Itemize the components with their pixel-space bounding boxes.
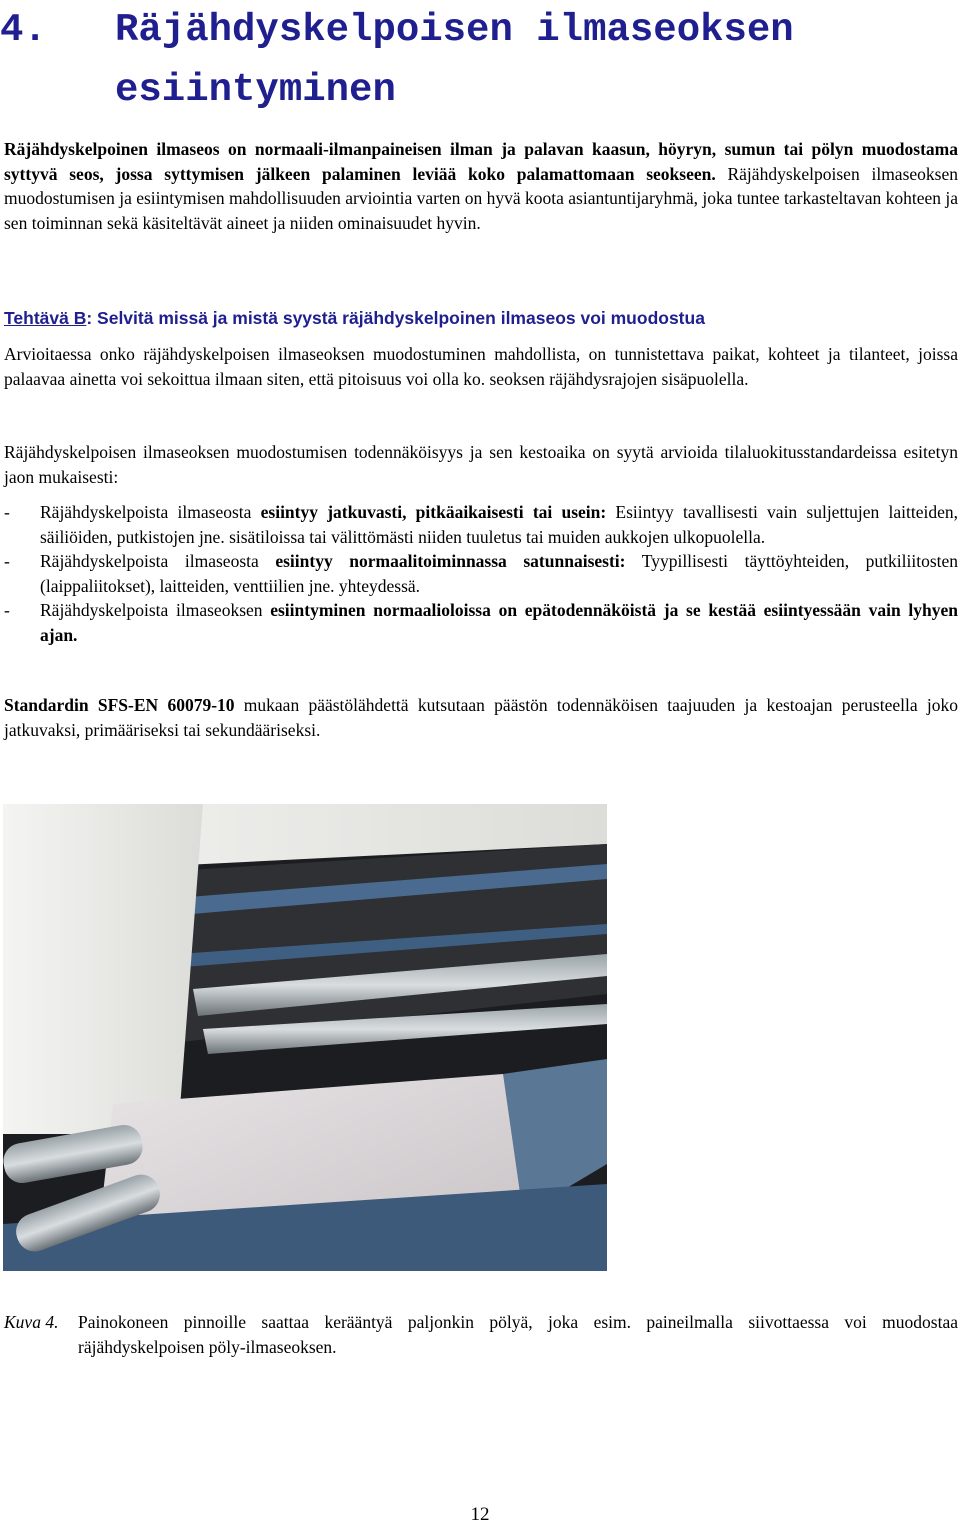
page-number: 12: [470, 1504, 490, 1525]
figure-caption: [4, 1310, 958, 1359]
definition-text: Räjähdyskelpoinen ilmaseos on normaali-ilmanpaineisen ilman ja palavan kaasun, höyryn, sumun tai pölyn muodostama syttyvä seos, jossa syttymisen jälkeen palaminen leviää koko palamattomaan seokseen.: [4, 139, 958, 184]
section-number: 4.: [0, 8, 47, 52]
list-item-text: Esiintyy tavallisesti vain suljettujen laitteiden, säiliöiden, putkistojen jne. sisätiloissa tai välittömästi niiden tuuletus tai muiden aukkojen ulkopuolella.: [40, 502, 959, 547]
standard-text: mukaan päästölähdettä kutsutaan päästön todennäköisen taajuuden ja kestoajan perusteella joko jatkuvaksi, primääriseksi tai sekundääriseksi.: [4, 695, 958, 740]
zone-list: [4, 500, 958, 647]
caption-label: Kuva 4.: [4, 1312, 59, 1332]
list-item-text: Räjähdyskelpoista ilmaseosta: [40, 551, 276, 571]
task-text: : Selvitä missä ja mistä syystä räjähdyskelpoinen ilmaseos voi muodostua: [86, 308, 705, 328]
intro-text: Räjähdyskelpoisen ilmaseoksen muodostumisen ja esiintymisen mahdollisuuden arviointia varten on hyvä koota asiantuntijaryhmä, joka tuntee tarkasteltavan kohteen ja sen toiminnan sekä käsiteltävät aineet ja niiden ominaisuudet hyvin.: [4, 163, 958, 233]
task-label: Tehtävä B: [4, 308, 87, 328]
task-heading: [4, 305, 958, 331]
list-item-emphasis: esiintyminen normaalioloissa on epätodennäköistä ja se kestää esiintyessään vain lyhyen ajan.: [40, 600, 958, 645]
printing-press-photo: [3, 804, 607, 1271]
standard-paragraph: [4, 693, 958, 742]
list-item-emphasis: esiintyy normaalitoiminnassa satunnaisesti:: [275, 551, 626, 571]
list-item: [4, 549, 958, 598]
list-item-text: Räjähdyskelpoista ilmaseoksen: [40, 600, 271, 620]
list-item: [4, 598, 958, 647]
list-item-text: Tyypillisesti täyttöyhteiden, putkiliitosten (laippaliitokset), laitteiden, venttiilien jne. yhteydessä.: [40, 551, 959, 596]
list-dash: -: [4, 551, 10, 571]
intro-paragraph: [4, 137, 958, 235]
paragraph-probability: Räjähdyskelpoisen ilmaseoksen muodostumisen todennäköisyys ja sen kestoaika on syytä arvioida tilaluokitusstandardeissa esitetyn jaon mukaisesti:: [4, 442, 958, 487]
paragraph-identification: Arvioitaessa onko räjähdyskelpoisen ilmaseoksen muodostuminen mahdollista, on tunnistettava paikat, kohteet ja tilanteet, joissa palaavaa ainetta voi sekoittua ilmaan siten, että pitoisuus voi olla ko. seoksen räjähdysrajojen sisäpuolella.: [4, 344, 958, 389]
list-item: [4, 500, 958, 549]
section-title-line-2: esiintyminen: [115, 68, 396, 112]
caption-text: Painokoneen pinnoille saattaa kerääntyä paljonkin pölyä, joka esim. paineilmalla siivottaessa voi muodostaa räjähdyskelpoisen pöly-ilmaseoksen.: [78, 1312, 958, 1357]
list-dash: -: [4, 502, 10, 522]
standard-name: Standardin SFS-EN 60079-10: [4, 695, 235, 715]
list-item-emphasis: esiintyy jatkuvasti, pitkäaikaisesti tai usein:: [260, 502, 607, 522]
section-title-line-1: Räjähdyskelpoisen ilmaseoksen: [115, 8, 794, 52]
section-heading: [0, 0, 960, 120]
list-dash: -: [4, 600, 10, 620]
list-item-text: Räjähdyskelpoista ilmaseosta: [40, 502, 261, 522]
